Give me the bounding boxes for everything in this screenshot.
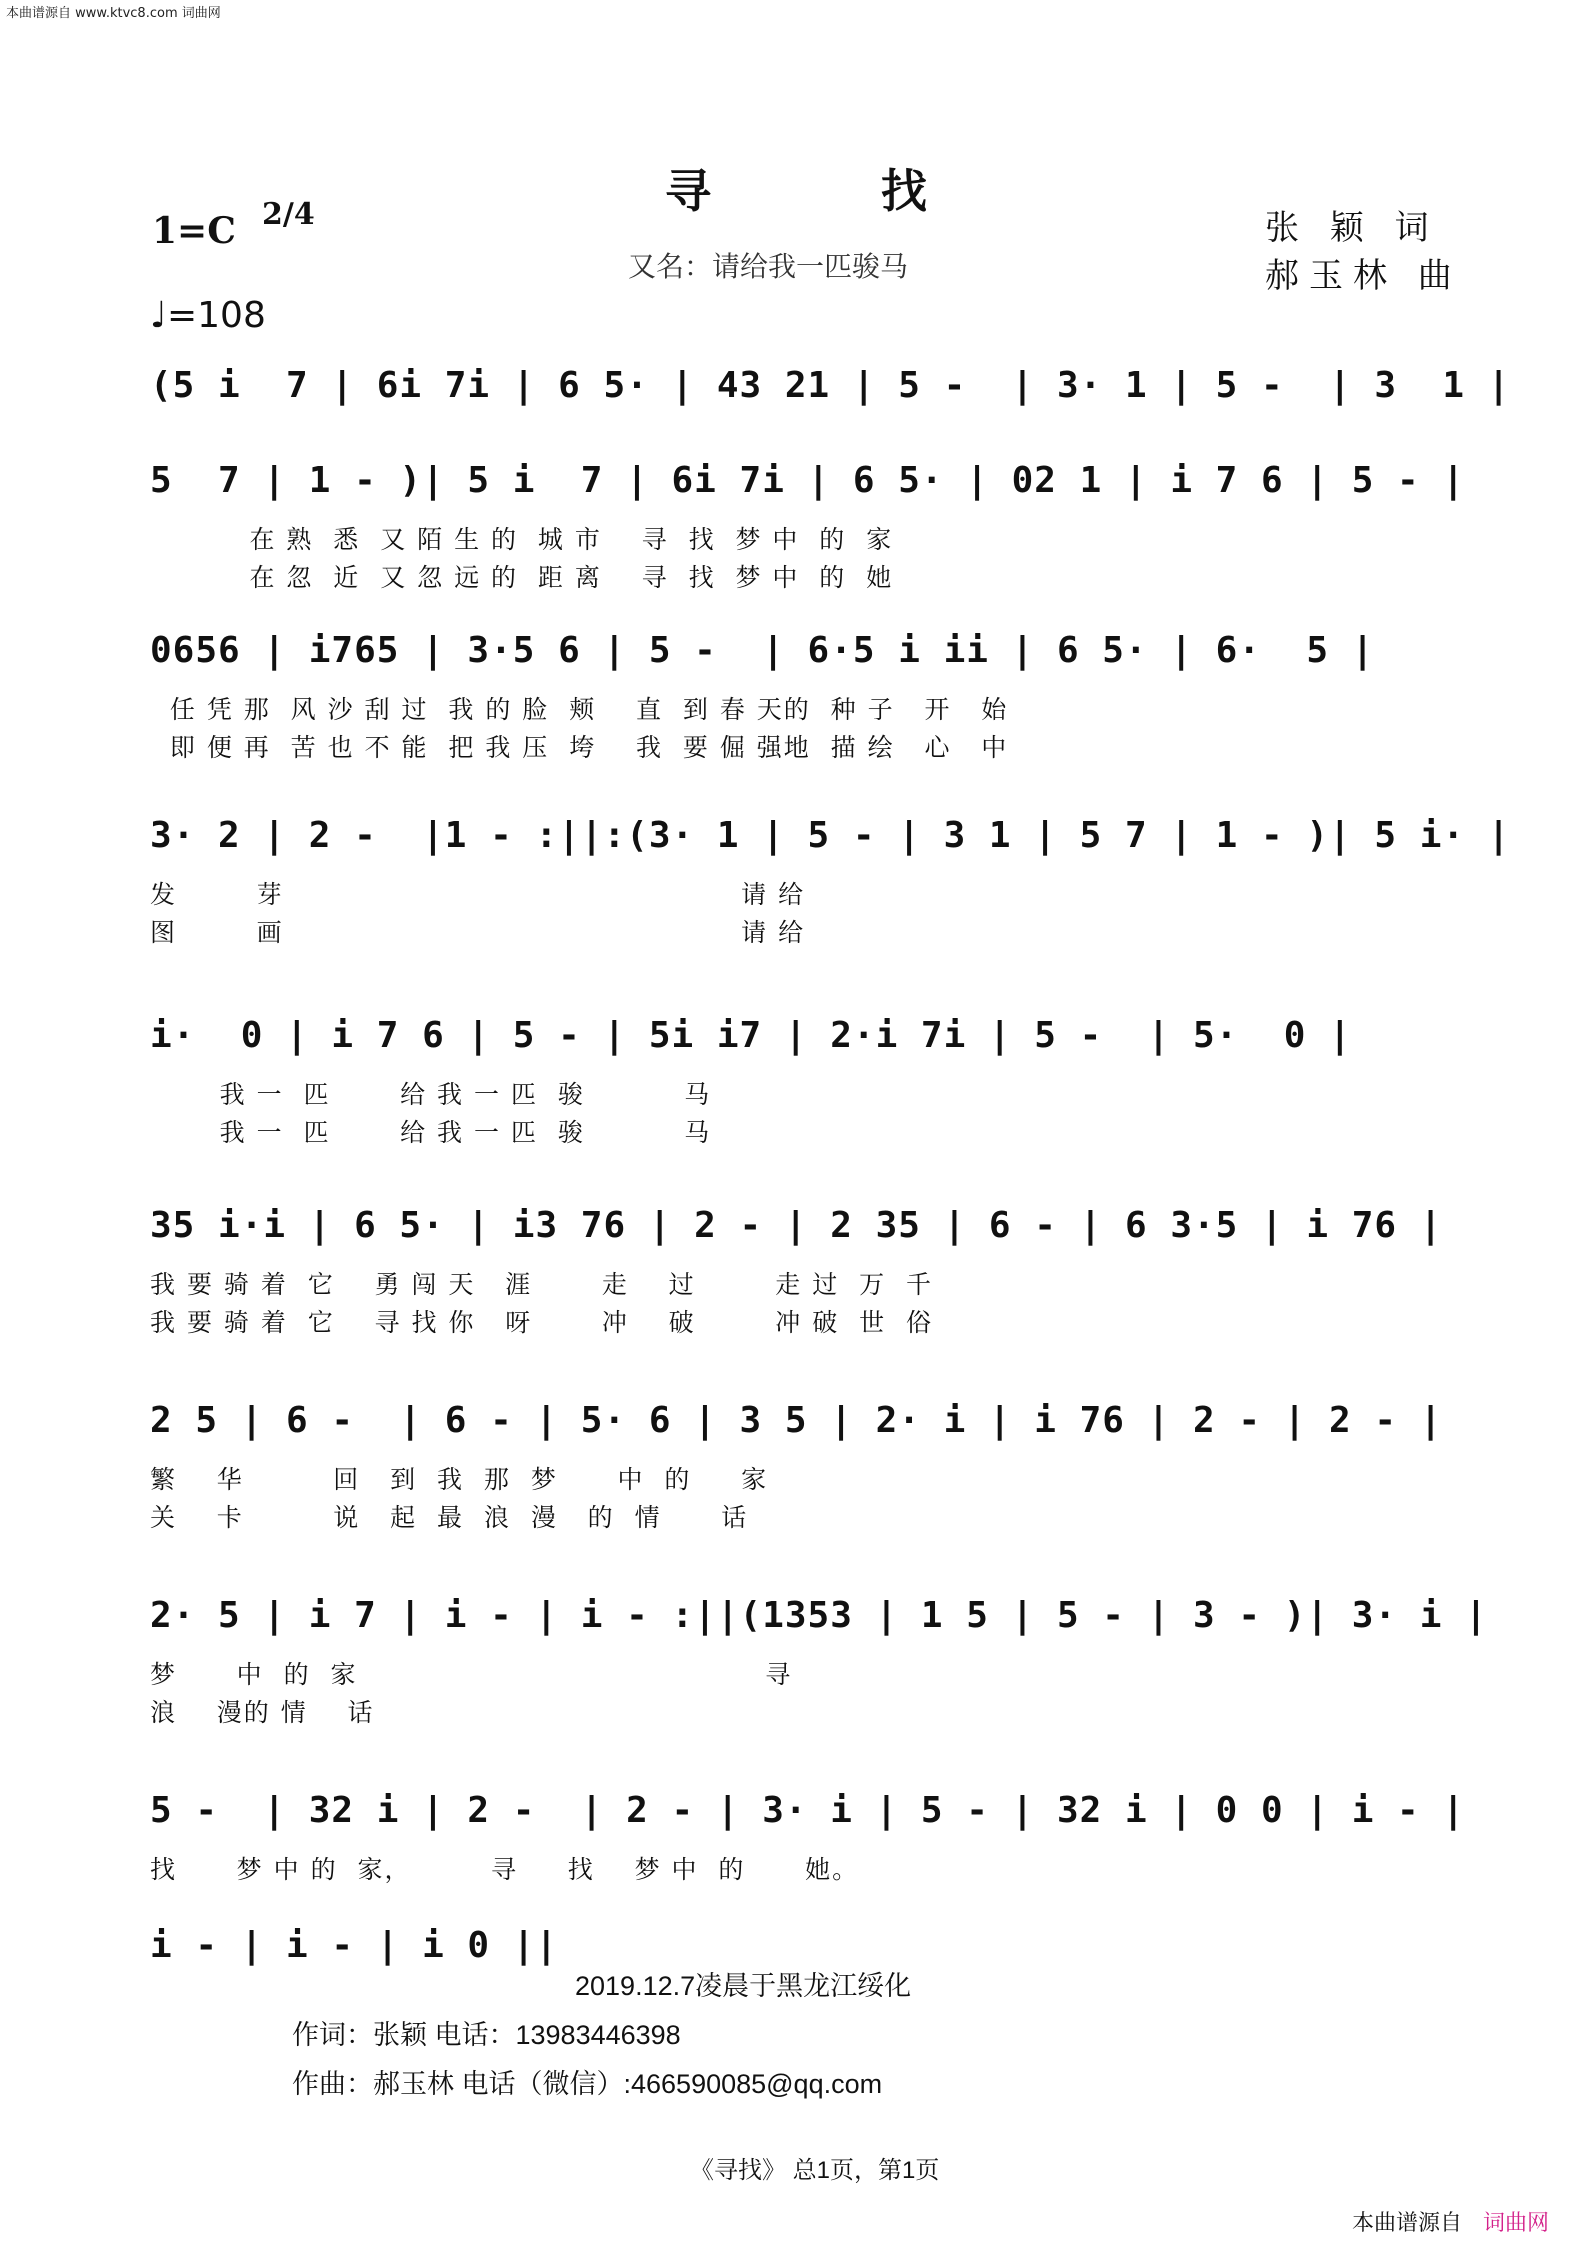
lyric-line-2: 图 画 请 给 — [150, 918, 806, 947]
lyric-line-1: 我 要 骑 着 它 勇 闯 天 涯 走 过 走 过 万 千 — [150, 1270, 933, 1299]
date-place: 2019.12.7凌晨于黑龙江绥化 — [575, 1971, 912, 2001]
staff-line — [150, 1195, 1450, 1265]
lyric-line-1: 在 熟 悉 又 陌 生 的 城 市 寻 找 梦 中 的 家 — [150, 525, 894, 554]
score-system-5 — [150, 1005, 1450, 1151]
lyric-line-2: 我 要 骑 着 它 寻 找 你 呀 冲 破 冲 破 世 俗 — [150, 1308, 933, 1337]
lyricist-contact: 作词：张颖 电话：13983446398 — [292, 2020, 681, 2050]
page-title — [665, 155, 933, 221]
lyric-line-2: 在 忽 近 又 忽 远 的 距 离 寻 找 梦 中 的 她 — [150, 563, 894, 592]
key-signature: 1=C — [152, 210, 236, 252]
staff-line — [150, 805, 1511, 875]
tempo-mark: ♩=108 — [150, 295, 266, 336]
composer-credit: 郝玉林 曲 — [1265, 256, 1462, 296]
title-char-1: 寻 — [665, 164, 717, 218]
notation-text: i· 0 | i 7 6 | 5 - | 5i i7 | 2·i 7i | 5 - | 5· 0 | — [150, 1015, 1352, 1056]
staff-line — [150, 450, 1466, 520]
notation-text: (5 i 7 | 6i 7i | 6 5· | 43 21 | 5 - | 3· 1 | 5 - | 3 1 | — [150, 365, 1511, 406]
watermark-bottom-site: 词曲网 — [1483, 2211, 1550, 2236]
score-system-2 — [150, 450, 1466, 596]
lyric-line-1: 繁 华 回 到 我 那 梦 中 的 家 — [150, 1465, 769, 1494]
score-system-9 — [150, 1780, 1466, 1888]
composer-contact: 作曲：郝玉林 电话（微信）:466590085@qq.com — [292, 2069, 883, 2099]
lyric-line-1: 任 凭 那 风 沙 刮 过 我 的 脸 颊 直 到 春 天的 种 子 开 始 — [150, 695, 1009, 724]
lyricist-credit: 张 颖 词 — [1265, 208, 1439, 248]
staff-line — [150, 620, 1450, 690]
score-system-7 — [150, 1390, 1450, 1536]
notation-text: 35 i·i | 6 5· | i3 76 | 2 - | 2 35 | 6 - | 6 3·5 | i 76 | — [150, 1205, 1443, 1246]
staff-line — [150, 1780, 1466, 1850]
notation-text: 2 5 | 6 - | 6 - | 5· 6 | 3 5 | 2· i | i 76 | 2 - | 2 - | — [150, 1400, 1443, 1441]
score-system-1 — [150, 355, 1511, 425]
score-system-6 — [150, 1195, 1450, 1341]
staff-line — [150, 1390, 1450, 1460]
title-char-2: 找 — [881, 164, 934, 218]
watermark-bottom — [1352, 2206, 1549, 2237]
notation-text: 3· 2 | 2 - |1 - :||:(3· 1 | 5 - | 3 1 | 5 7 | 1 - )| 5 i· | — [150, 815, 1511, 856]
notation-text: 2· 5 | i 7 | i - | i - :||(1353 | 1 5 | 5 - | 3 - )| 3· i | — [150, 1595, 1488, 1636]
watermark-top: 本曲谱源自 www.ktvc8.com 词曲网 — [6, 6, 221, 21]
subtitle: 又名：请给我一匹骏马 — [628, 250, 909, 283]
page-info: 《寻找》 总1页，第1页 — [690, 2157, 940, 2184]
lyric-line-1: 梦 中 的 家 寻 — [150, 1660, 793, 1689]
lyric-line-1: 我 一 匹 给 我 一 匹 骏 马 — [150, 1080, 712, 1109]
staff-line — [150, 1005, 1450, 1075]
staff-line — [150, 355, 1511, 425]
lyric-line-1: 发 芽 请 给 — [150, 880, 806, 909]
time-signature: 2/4 — [262, 197, 315, 232]
notation-text: i - | i - | i 0 || — [150, 1925, 559, 1966]
lyric-line-2: 关 卡 说 起 最 浪 漫 的 情 话 — [150, 1503, 749, 1532]
score-system-4 — [150, 805, 1511, 951]
notation-text: 5 7 | 1 - )| 5 i 7 | 6i 7i | 6 5· | 02 1 | i 7 6 | 5 - | — [150, 460, 1466, 501]
lyric-line-2: 我 一 匹 给 我 一 匹 骏 马 — [150, 1118, 712, 1147]
score-system-8 — [150, 1585, 1488, 1731]
lyric-line-1: 找 梦 中 的 家， 寻 找 梦 中 的 她。 — [150, 1855, 860, 1884]
score-system-3 — [150, 620, 1450, 766]
lyric-line-2: 浪 漫的 情 话 — [150, 1698, 375, 1727]
watermark-bottom-text: 本曲谱源自 — [1352, 2211, 1463, 2236]
notation-text: 5 - | 32 i | 2 - | 2 - | 3· i | 5 - | 32 i | 0 0 | i - | — [150, 1790, 1466, 1831]
notation-text: 0656 | i765 | 3·5 6 | 5 - | 6·5 i ii | 6 5· | 6· 5 | — [150, 630, 1375, 671]
lyric-line-2: 即 便 再 苦 也 不 能 把 我 压 垮 我 要 倔 强地 描 绘 心 中 — [150, 733, 1009, 762]
staff-line — [150, 1585, 1488, 1655]
